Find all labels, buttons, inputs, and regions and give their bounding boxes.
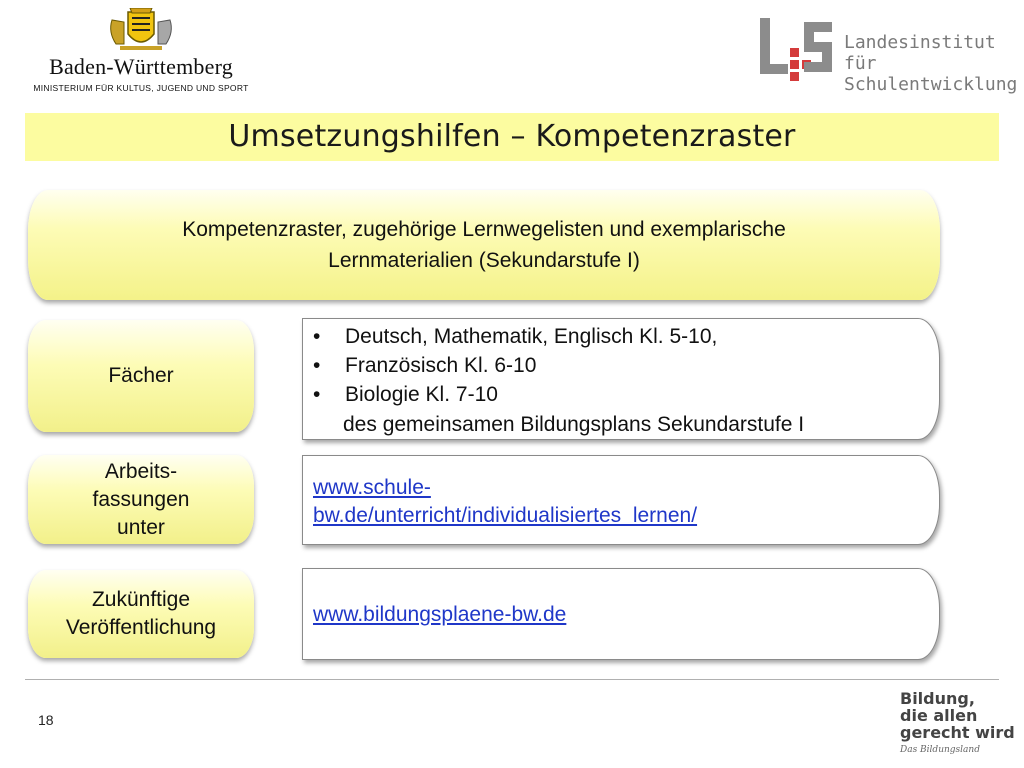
intro-banner-line2: Lernmaterialien (Sekundarstufe I) bbox=[328, 249, 640, 272]
arbeitsfassungen-label-line1: Arbeits- bbox=[104, 459, 178, 483]
bildung-logo bbox=[900, 690, 1015, 755]
intro-banner bbox=[28, 190, 940, 300]
bullet-icon: • bbox=[313, 354, 321, 377]
faecher-content-box bbox=[302, 318, 940, 440]
arbeitsfassungen-label-line3: unter bbox=[117, 515, 165, 539]
arbeitsfassungen-label bbox=[93, 458, 190, 542]
zukuenftig-label-line1: Zukünftige bbox=[91, 588, 191, 611]
coat-of-arms-icon bbox=[104, 8, 178, 52]
ls-logo-text bbox=[844, 32, 1017, 95]
zukuenftig-content-box bbox=[302, 568, 940, 660]
zukuenftig-label-line2: Veröffentlichung bbox=[65, 616, 217, 639]
schule-bw-link[interactable] bbox=[313, 474, 697, 530]
list-item bbox=[311, 322, 717, 351]
intro-banner-text bbox=[182, 214, 786, 276]
schule-bw-link-line1[interactable]: www.schule- bbox=[313, 476, 431, 499]
bildung-logo-line3: gerecht wird bbox=[900, 723, 1015, 742]
page-number: 18 bbox=[38, 712, 54, 728]
bullet-icon: • bbox=[313, 383, 321, 406]
faecher-label-box bbox=[28, 320, 254, 432]
bildungsplaene-link[interactable]: www.bildungsplaene-bw.de bbox=[313, 603, 567, 626]
arbeitsfassungen-label-line2: fassungen bbox=[92, 487, 190, 511]
schule-bw-link-line2[interactable]: bw.de/unterricht/individualisiertes_lernen/ bbox=[313, 504, 698, 527]
subject-list bbox=[311, 322, 717, 409]
intro-banner-line1: Kompetenzraster, zugehörige Lernwegelisten und exemplarische bbox=[182, 218, 786, 241]
slide-title: Umsetzungshilfen – Kompetenzraster bbox=[228, 119, 796, 154]
footer-divider bbox=[25, 679, 999, 680]
subject-item-text: Französisch Kl. 6-10 bbox=[345, 354, 537, 377]
ls-logo-line1: Landesinstitut bbox=[844, 32, 996, 53]
landesinstitut-logo bbox=[760, 18, 1018, 95]
bildung-logo-line1: Bildung, bbox=[900, 689, 975, 708]
bullet-icon: • bbox=[313, 325, 321, 348]
arbeitsfassungen-content-box bbox=[302, 455, 940, 545]
state-name: Baden-Württemberg bbox=[49, 54, 233, 79]
arbeitsfassungen-label-box bbox=[28, 455, 254, 544]
zukuenftig-label-box bbox=[28, 570, 254, 658]
list-item bbox=[311, 351, 717, 380]
baden-wuerttemberg-logo bbox=[26, 8, 256, 98]
ministry-name: MINISTERIUM FÜR KULTUS, JUGEND UND SPORT bbox=[33, 83, 249, 93]
zukuenftig-label bbox=[66, 586, 216, 642]
ls-logo-line2: für Schulentwicklung bbox=[844, 53, 1018, 95]
title-bar bbox=[25, 113, 999, 161]
list-item bbox=[311, 380, 717, 409]
faecher-label: Fächer bbox=[108, 364, 174, 387]
subject-item-text: Biologie Kl. 7-10 bbox=[345, 383, 498, 406]
subject-item-text: Deutsch, Mathematik, Englisch Kl. 5-10, bbox=[345, 325, 718, 348]
ls-mark-icon bbox=[760, 18, 840, 84]
bildung-logo-tagline: Das Bildungsland bbox=[900, 745, 980, 755]
subject-list-footer: des gemeinsamen Bildungsplans Sekundarstufe I bbox=[343, 413, 805, 436]
bildung-logo-line2: die allen bbox=[900, 706, 978, 725]
